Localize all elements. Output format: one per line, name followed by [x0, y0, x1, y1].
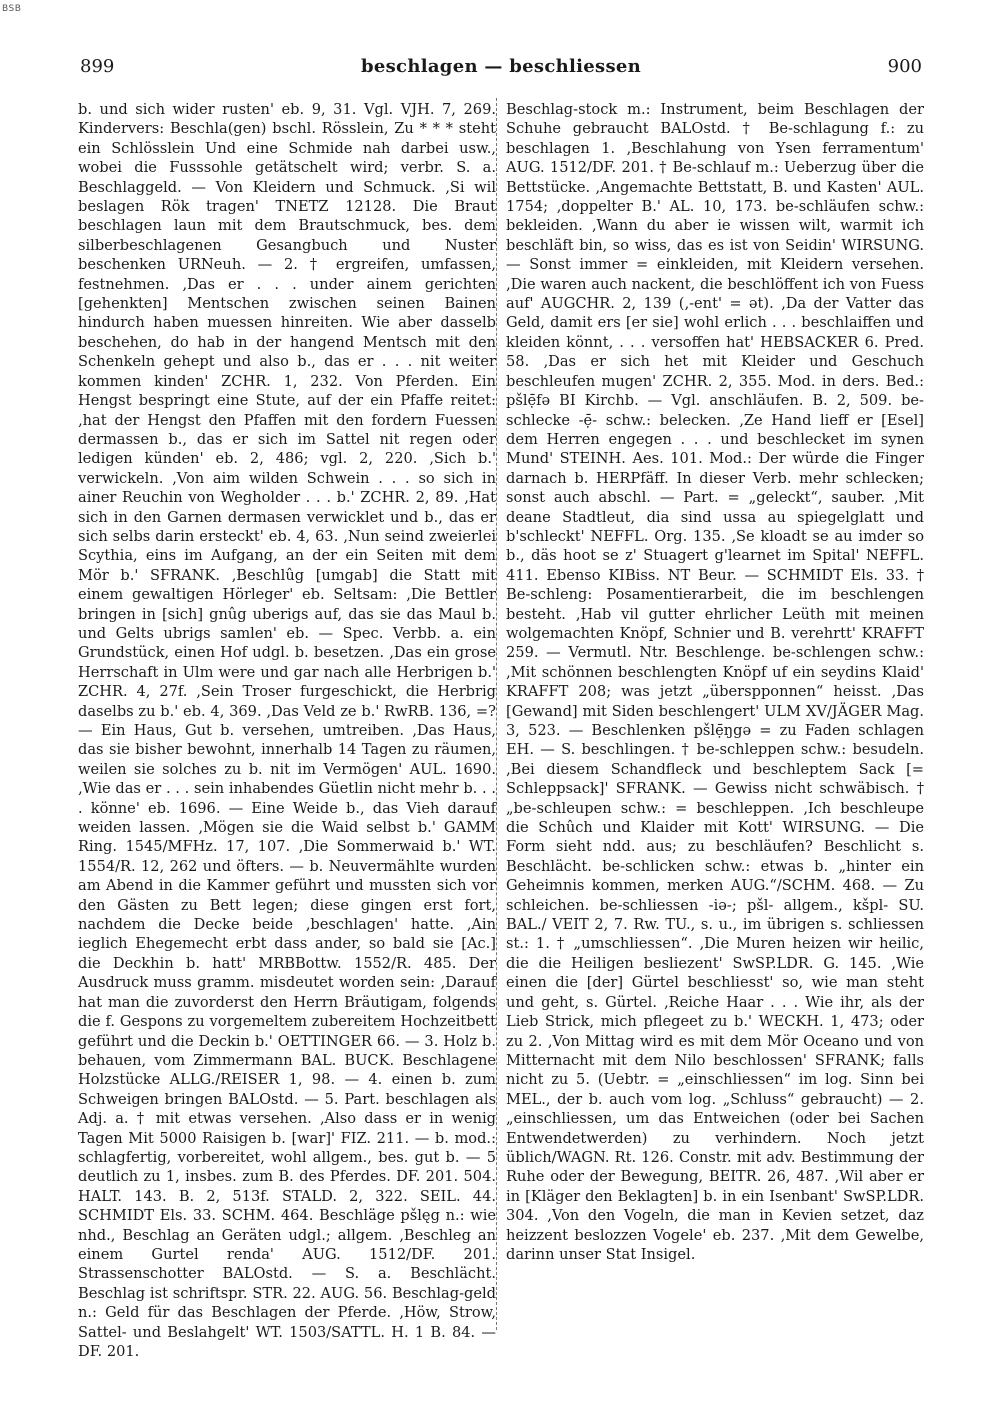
page-number-right: 900	[887, 56, 922, 77]
running-title: beschlagen — beschliessen	[360, 56, 642, 77]
left-column-text: b. und sich wider rusten' eb. 9, 31. Vgl. VJH. 7, 269. Kindervers: Beschla(gen) bschl. Rösslein, Zu * * * steht ein Schlösslein Und eine Schmide nah darbei usw., wobei die Fusssohle getätschelt wird; verbr. S. a. Beschlaggeld. — Von Kleidern und Schmuck. ‚Si wil beslagen Rök tragen' TNETZ 12128. Die Braut beschlagen laun mit dem Brautschmuck, bes. dem silberbeschlagenen Gesangbuch und Nuster beschenken URNeuh. — 2. † ergreifen, umfassen, festnehmen. ‚Das er . . . under ainem gerichten [gehenkten] Mentschen zwischen seinen Bainen hindurch haben muessen hinreiten. Wie aber dasselb beschehen, do hab in der hangend Mentsch mit den Schenkeln gehept und also b., das er . . . nit weiter kommen kinden' ZCHR. 1, 232. Von Pferden. Ein Hengst bespringt eine Stute, auf der ein Pfaffe reitet: ‚hat der Hengst den Pfaffen mit den fordern Fuessen dermassen b., das er sich im Sattel nit regen oder ledigen künden' eb. 2, 486; vgl. 2, 220. ‚Sich b.' verwickeln. ‚Von aim wilden Schwein . . . so sich in ainer Reuchin von Wegholder . . . b.' ZCHR. 2, 89. ‚Hat sich in den Garnen dermasen verwicklet und b., das er sich selbs darin ersteckt' eb. 4, 63. ‚Nun seind zweierlei Scythia, eins im Aufgang, an der ein Seiten mit dem Mör b.' SFRANK. ‚Beschlûg [umgab] die Statt mit einem gewaltigen Hörleger' eb. Seltsam: ‚Die Bettler bringen in [sich] gnûg uberigs auf, das sie das Maul b. und Gelts ubrigs samlen' eb. — Spec. Verbb. a. ein Grundstück, einen Hof udgl. b. besetzen. ‚Das ein grose Herrschaft in Ulm were und gar nach alle Herbrigen b.' ZCHR. 4, 27f. ‚Sein Troser furgeschickt, die Herbrig daselbs zu b.' eb. 4, 369. ‚Das Veld ze b.' RwRB. 136, =? — Ein Haus, Gut b. versehen, umtreiben. ‚Das Haus, das sie bisher bewohnt, innerhalb 14 Tagen zu räumen, weilen sie solches zu b. nit im Vermögen' AUL. 1690. ‚Wie das er . . . sein inhabendes Güetlin nicht mehr b. . . . könne' eb. 1696. — Eine Weide b., das Vieh darauf weiden lassen. ‚Mögen sie die Waid selbst b.' GAMM Ring. 1545/MFHz. 17, 107. ‚Die Sommerwaid b.' WT. 1554/R. 12, 262 und öfters. — b. Neuvermählte wurden am Abend in die Kammer geführt und mussten sich vor den Gästen zu Bett legen; diese gingen erst fort, nachdem die Decke beide ‚beschlagen' hatte. ‚Ain ieglich Ehegemecht erbt dass ander, so bald sie [Ac.] die Deckhin b. hatt' MRBBottw. 1552/R. 485. Der Ausdruck muss gramm. misdeutet worden sein: ‚Darauf hat man die zuvorderst den Herrn Bräutigam, folgends die f. Gespons zu vorgemeltem zubereitem Hochzeitbett geführt und die Deckin b.' OETTINGER 66. — 3. Holz b. behauen, vom Zimmermann BAL. BUCK. Beschlagene Holzstücke ALLG./REISER 1, 98. — 4. einen b. zum Schweigen bringen BALOstd. — 5. Part. beschlagen als Adj. a. † mit etwas versehen. ‚Also dass er in wenig Tagen Mit 5000 Raisigen b. [war]' FIZ. 211. — b. mod.: schlagfertig, vorbereitet, wohl allgem., bes. gut b. — 5 deutlich zu 1, insbes. zum B. des Pferdes. DF. 201. 504. HALT. 143. B. 2, 513f. STALD. 2, 322. SEIL. 44. SCHMIDT Els. 33. SCHM. 464. Beschläge pšlęg n.: wie nhd., Beschlag an Geräten udgl.; allgem. ‚Beschleg an einem Gurtel renda' AUG. 1512/DF. 201. Strassenschotter BALOstd. — S. a. Beschlächt. Beschlag ist schriftspr. STR. 22. AUG. 56. Beschlag-geld n.: Geld für das Beschlagen der Pferde. ‚Höw, Strow, Sattel- und Beslahgelt' WT. 1503/SATTL. H. 1 B. 84. — DF. 201.	[78, 101, 496, 1360]
left-column	[78, 100, 496, 1360]
page-header	[80, 56, 922, 86]
right-column-text: Beschlag-stock m.: Instrument, beim Beschlagen der Schuhe gebraucht BALOstd. † Be-schlagung f.: zu beschlagen 1. ‚Beschlahung von Ysen ferramentum' AUG. 1512/DF. 201. † Be-schlauf m.: Ueberzug über die Bettstücke. ‚Angemachte Bettstatt, B. und Kasten' AUL. 1754; ‚doppelter B.' AL. 10, 173. be-schläufen schw.: bekleiden. ‚Wann du aber ie wissen wilt, warmit ich beschläft bin, so wiss, das es ist von Seidin' WIRSUNG. — Sonst immer = einkleiden, mit Kleidern versehen. ‚Die waren auch nackent, die beschlöffent ich von Fuess auf' AUGCHR. 2, 139 (‚-ent' = ət). ‚Da der Vatter das Geld, damit ers [er sie] wohl erlich . . . beschlaiffen und kleiden könnt, . . . versoffen hat' HEBSACKER 6. Pred. 58. ‚Das er sich het mit Kleider und Geschuch beschleufen mugen' ZCHR. 2, 355. Mod. in ders. Bed.: pšlẹ̄fə BI Kirchb. — Vgl. anschläufen. B. 2, 509. be-schlecke -ẹ̄- schw.: belecken. ‚Ze Hand lieff er [Esel] dem Herren engegen . . . und beschlecket im synen Mund' STEINH. Aes. 101. Mod.: Der würde die Finger darnach b. HERPfäff. In dieser Verb. mehr schlecken; sonst auch abschl. — Part. = „geleckt“, sauber. ‚Mit deane Stadtleut, dia sind ussa au spiegelglatt und b'schleckt' NEFFL. Org. 135. ‚Se kloadt se au imder so b., däs hoot se z' Stuagert g'learnet im Spital' NEFFL. 411. Ebenso KIBiss. NT Beur. — SCHMIDT Els. 33. † Be-schleng: Posamentierarbeit, die im beschlengen besteht. ‚Hab vil gutter ehrlicher Leüth mit meinen wolgemachten Knöpf, Schnier und B. verehrtt' KRAFFT 259. — Vermutl. Ntr. Beschlenge. be-schlengen schw.: ‚Mit schönnen beschlengten Knöpf uf ein seydins Klaid' KRAFFT 208; was jetzt „überspponnen“ heisst. ‚Das [Gewand] mit Siden beschlengert' ULM XV/JÄGER Mag. 3, 523. — Beschlenken pšlẹ̄ŋgə = zu Faden schlagen EH. — S. beschlingen. † be-schleppen schw.: besudeln. ‚Bei diesem Schandfleck und beschleptem Sack [= Schleppsack]' SFRANK. — Gewiss nicht schwäbisch. † „be-schleupen schw.: = beschleppen. ‚Ich beschleupe die Schûch und Klaider mit Kott' WIRSUNG. — Die Form sieht ndd. aus; zu beschläufen? Beschlicht s. Beschlächt. be-schlicken schw.: etwas b. „hinter ein Geheimnis kommen, merken AUG.“/SCHM. 468. — Zu schleichen. be-schliessen -iə-; pšl- allgem., kšpl- SU. BAL./ VEIT 2, 7. Rw. TU., s. u., im übrigen s. schliessen st.: 1. † „umschliessen“. ‚Die Muren heizen wir heilic, die die Heiligen besliezent' SwSP.LDR. G. 145. ‚Wie einen die [der] Gürtel beschliesst' so, wie man steht und geht, s. Gürtel. ‚Reiche Haar . . . Wie ihr, als der Lieb Strick, mich pflegeet zu b.' WECKH. 1, 473; oder zu 2. ‚Von Mittag wird es mit dem Mör Oceano und von Mitternacht mit dem Nilo beschlossen' SFRANK; falls nicht zu 5. (Uebtr. = „einschliessen“ im log. Sinn bei MEL., der b. auch vom log. „Schluss“ gebraucht) — 2. „einschliessen, um das Entweichen (oder bei Sachen Entwendetwerden) zu verhindern. Noch jetzt üblich/WAGN. Rt. 126. Constr. mit adv. Bestimmung der Ruhe oder der Bewegung, BEITR. 26, 487. ‚Wil aber er in [Kläger den Beklagten] b. in ein Isenbant' SwSP.LDR. 304. ‚Von den Vogeln, die man in Kevien setzet, daz heizzent beslozzen Vogele' eb. 237. ‚Mit dem Gewelbe, darinn unser Stat Insigel.	[506, 101, 924, 1263]
right-column	[506, 100, 924, 1335]
library-stamp: BSB	[2, 4, 22, 14]
column-divider	[496, 98, 497, 1330]
page-number-left: 899	[80, 56, 115, 77]
